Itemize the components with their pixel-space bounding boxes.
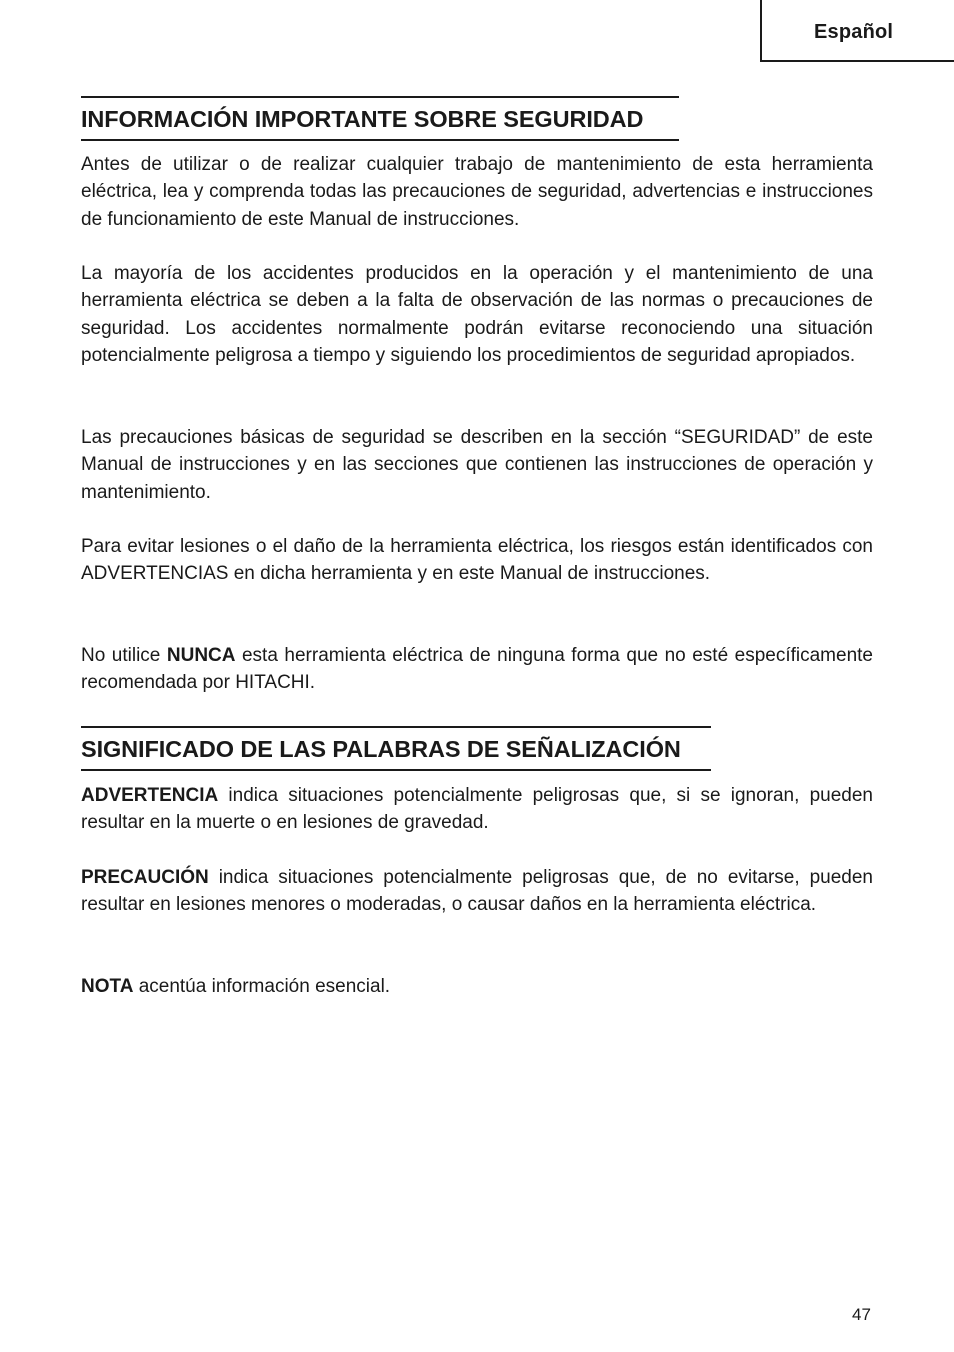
warning-definition-text: indica situaciones potencialmente peligrosas que, si se ignoran, pueden resultar en la muerte o en lesiones de gravedad. bbox=[81, 785, 873, 834]
paragraph-read-manual: Antes de utilizar o de realizar cualquier trabajo de mantenimiento de esta herramienta eléctrica, lea y comprenda todas las precauciones de seguridad, advertencias e instrucciones de funcionamiento de este Manual de instrucciones. bbox=[81, 154, 873, 230]
paragraph-accidents: La mayoría de los accidentes producidos en la operación y el mantenimiento de una herramienta eléctrica se deben a la falta de observación de las normas o precauciones de seguridad. Los accidentes normalmente podrán evitarse reconociendo una situación potencialmente peligrosa a tiempo y siguiendo los procedimientos de seguridad apropiados. bbox=[81, 263, 873, 366]
section-title-signal-words: SIGNIFICADO DE LAS PALABRAS DE SEÑALIZACIÓN bbox=[81, 726, 711, 771]
paragraph-note-definition bbox=[81, 973, 873, 1000]
paragraph-never-use-text: esta herramienta eléctrica de ninguna forma que no esté específicamente recomendada por HITACHI. bbox=[81, 645, 873, 694]
signal-word-note: NOTA bbox=[81, 976, 134, 997]
language-tab bbox=[760, 0, 954, 62]
signal-word-caution: PRECAUCIÓN bbox=[81, 867, 209, 888]
caution-definition-text: indica situaciones potencialmente peligrosas que, de no evitarse, pueden resultar en lesiones menores o moderadas, o causar daños en la herramienta eléctrica. bbox=[81, 867, 873, 916]
paragraph-never-use bbox=[81, 642, 873, 697]
language-label: Español bbox=[814, 21, 894, 43]
paragraph-never-use-pre: No utilice bbox=[81, 645, 167, 666]
signal-word-warning: ADVERTENCIA bbox=[81, 785, 219, 806]
emphasis-never: NUNCA bbox=[166, 645, 236, 666]
paragraph-caution-definition bbox=[81, 864, 873, 919]
paragraph-warning-definition bbox=[81, 782, 873, 837]
note-definition-text: acentúa información esencial. bbox=[133, 976, 391, 997]
paragraph-hazard-identification: Para evitar lesiones o el daño de la herramienta eléctrica, los riesgos están identificados con ADVERTENCIAS en dicha herramienta y en este Manual de instrucciones. bbox=[81, 536, 873, 585]
paragraph-basic-precautions: Las precauciones básicas de seguridad se describen en la sección “SEGURIDAD” de este Manual de instrucciones y en las secciones que contienen las instrucciones de operación y mantenimiento. bbox=[81, 427, 873, 503]
page-number: 47 bbox=[852, 1305, 871, 1324]
section-title-safety-information: INFORMACIÓN IMPORTANTE SOBRE SEGURIDAD bbox=[81, 96, 679, 141]
